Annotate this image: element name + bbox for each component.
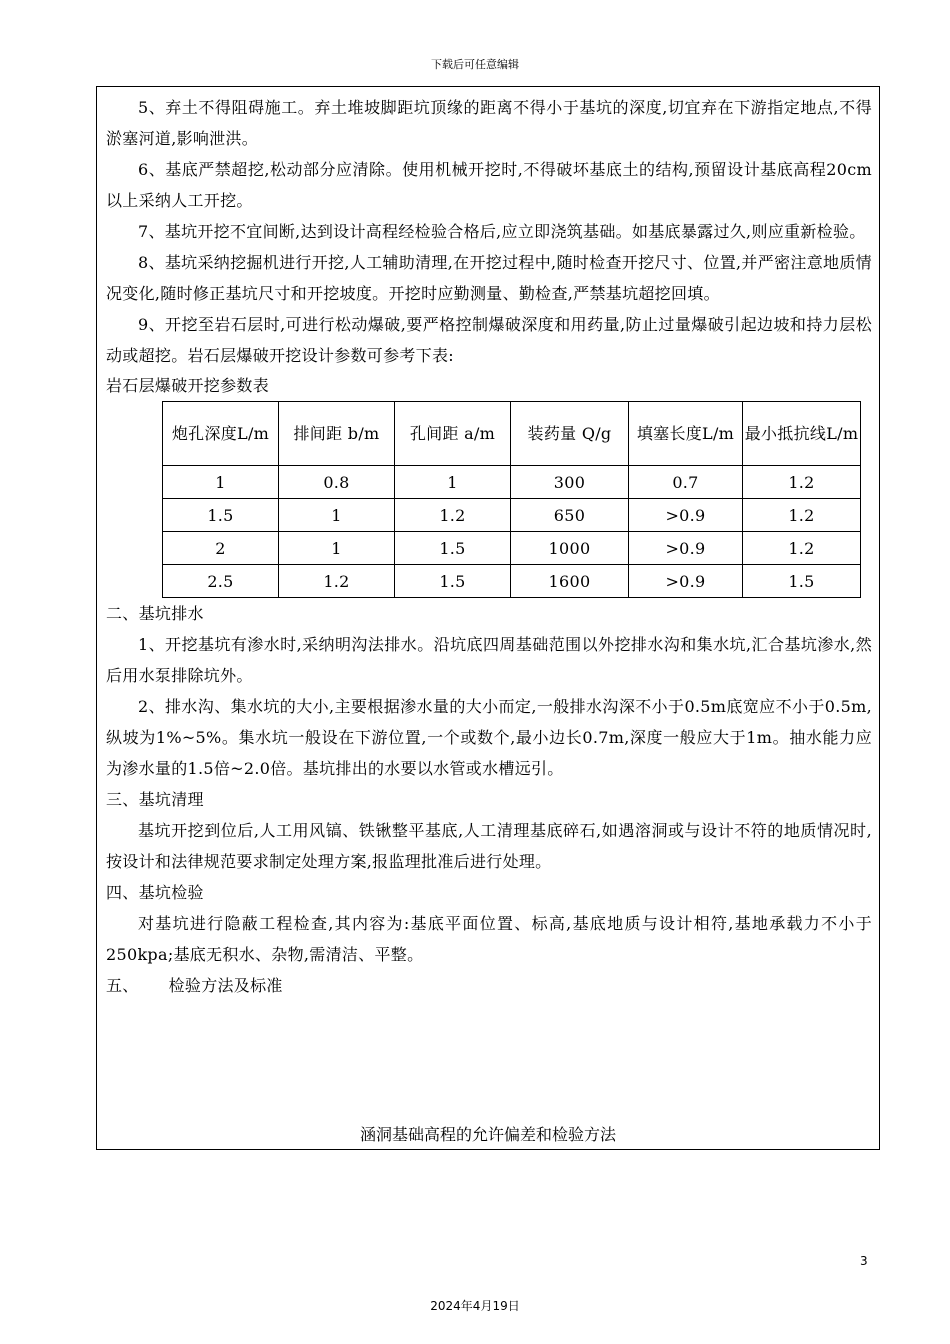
- paragraph-item-8: 8、基坑采纳挖掘机进行开挖,人工辅助清理,在开挖过程中,随时检查开挖尺寸、位置,并严密注意地质情况变化,随时修正基坑尺寸和开挖坡度。开挖时应勤测量、勤检查,严禁基坑超挖回填。: [106, 253, 872, 303]
- culvert-table-caption: 涵洞基础高程的允许偏差和检验方法: [359, 1125, 616, 1144]
- table-cell: 1.5: [395, 565, 511, 598]
- table-cell: 2.5: [163, 565, 279, 598]
- table-cell: 1.2: [395, 499, 511, 532]
- table-cell: >0.9: [629, 499, 743, 532]
- cleanup-paragraph: 基坑开挖到位后,人工用风镐、铁锹整平基底,人工清理基底碎石,如遇溶洞或与设计不符的地质情况时,按设计和法律规范要求制定处理方案,报监理批准后进行处理。: [106, 821, 872, 871]
- table-cell: 1.5: [395, 532, 511, 565]
- section-number: 五、: [106, 976, 139, 995]
- table-row: [163, 532, 861, 565]
- section-heading-cleanup: 三、基坑清理: [106, 790, 204, 809]
- section-heading-drainage: 二、基坑排水: [106, 604, 204, 623]
- table-cell: 1.2: [743, 532, 861, 565]
- header-min-burden: 最小抵抗线L/m: [743, 402, 861, 466]
- table-cell: 1.5: [743, 565, 861, 598]
- table-cell: 1600: [511, 565, 629, 598]
- header-row-spacing: 排间距 b/m: [279, 402, 395, 466]
- table-cell: 300: [511, 466, 629, 499]
- table-cell: 1.2: [743, 499, 861, 532]
- table-caption: 岩石层爆破开挖参数表: [106, 376, 270, 395]
- table-cell: 1.2: [743, 466, 861, 499]
- paragraph-item-5: 5、弃土不得阻碍施工。弃土堆坡脚距坑顶缘的距离不得小于基坑的深度,切宜弃在下游指定地点,不得淤塞河道,影响泄洪。: [106, 98, 872, 148]
- table-cell: 1: [279, 532, 395, 565]
- table-row: [163, 466, 861, 499]
- table-cell: >0.9: [629, 532, 743, 565]
- table-cell: 1.5: [163, 499, 279, 532]
- section-title: 检验方法及标准: [168, 976, 283, 995]
- table-cell: 650: [511, 499, 629, 532]
- paragraph-item-6: 6、基底严禁超挖,松动部分应清除。使用机械开挖时,不得破坏基底土的结构,预留设计基底高程20cm以上采纳人工开挖。: [106, 160, 872, 210]
- header-hole-depth: 炮孔深度L/m: [163, 402, 279, 466]
- footer-date: 2024年4月19日: [430, 1299, 520, 1313]
- table-cell: 1: [163, 466, 279, 499]
- inspection-paragraph: 对基坑进行隐蔽工程检查,其内容为:基底平面位置、标高,基底地质与设计相符,基地承载力不小于250kpa;基底无积水、杂物,需清洁、平整。: [106, 914, 872, 964]
- page-number: 3: [860, 1254, 868, 1268]
- table-cell: 0.7: [629, 466, 743, 499]
- paragraph-item-9: 9、开挖至岩石层时,可进行松动爆破,要严格控制爆破深度和用药量,防止过量爆破引起边坡和持力层松动或超挖。岩石层爆破开挖设计参数可参考下表:: [106, 315, 872, 365]
- table-cell: 1: [395, 466, 511, 499]
- document-body: [106, 92, 872, 1001]
- table-row: [163, 499, 861, 532]
- table-cell: 0.8: [279, 466, 395, 499]
- blasting-parameter-table: [162, 401, 861, 598]
- header-stemming-length: 填塞长度L/m: [629, 402, 743, 466]
- table-cell: 1: [279, 499, 395, 532]
- header-charge: 装药量 Q/g: [511, 402, 629, 466]
- paragraph-item-7: 7、基坑开挖不宜间断,达到设计高程经检验合格后,应立即浇筑基础。如基底暴露过久,则应重新检验。: [138, 222, 866, 241]
- table-row: [163, 565, 861, 598]
- drainage-paragraph-1: 1、开挖基坑有渗水时,采纳明沟法排水。沿坑底四周基础范围以外挖排水沟和集水坑,汇合基坑渗水,然后用水泵排除坑外。: [106, 635, 872, 685]
- table-cell: 2: [163, 532, 279, 565]
- drainage-paragraph-2: 2、排水沟、集水坑的大小,主要根据渗水量的大小而定,一般排水沟深不小于0.5m底宽应不小于0.5m,纵坡为1%~5%。集水坑一般设在下游位置,一个或数个,最小边长0.7m,深度一般应大于1m。抽水能力应为渗水量的1.5倍~2.0倍。基坑排出的水要以水管或水槽远引。: [106, 697, 872, 778]
- table-cell: 1.2: [279, 565, 395, 598]
- header-note: 下载后可任意编辑: [431, 58, 519, 71]
- section-heading-inspection: 四、基坑检验: [106, 883, 204, 902]
- table-header-row: [163, 402, 861, 466]
- section-heading-methods: [106, 970, 872, 1001]
- table-cell: 1000: [511, 532, 629, 565]
- header-hole-spacing: 孔间距 a/m: [395, 402, 511, 466]
- table-cell: >0.9: [629, 565, 743, 598]
